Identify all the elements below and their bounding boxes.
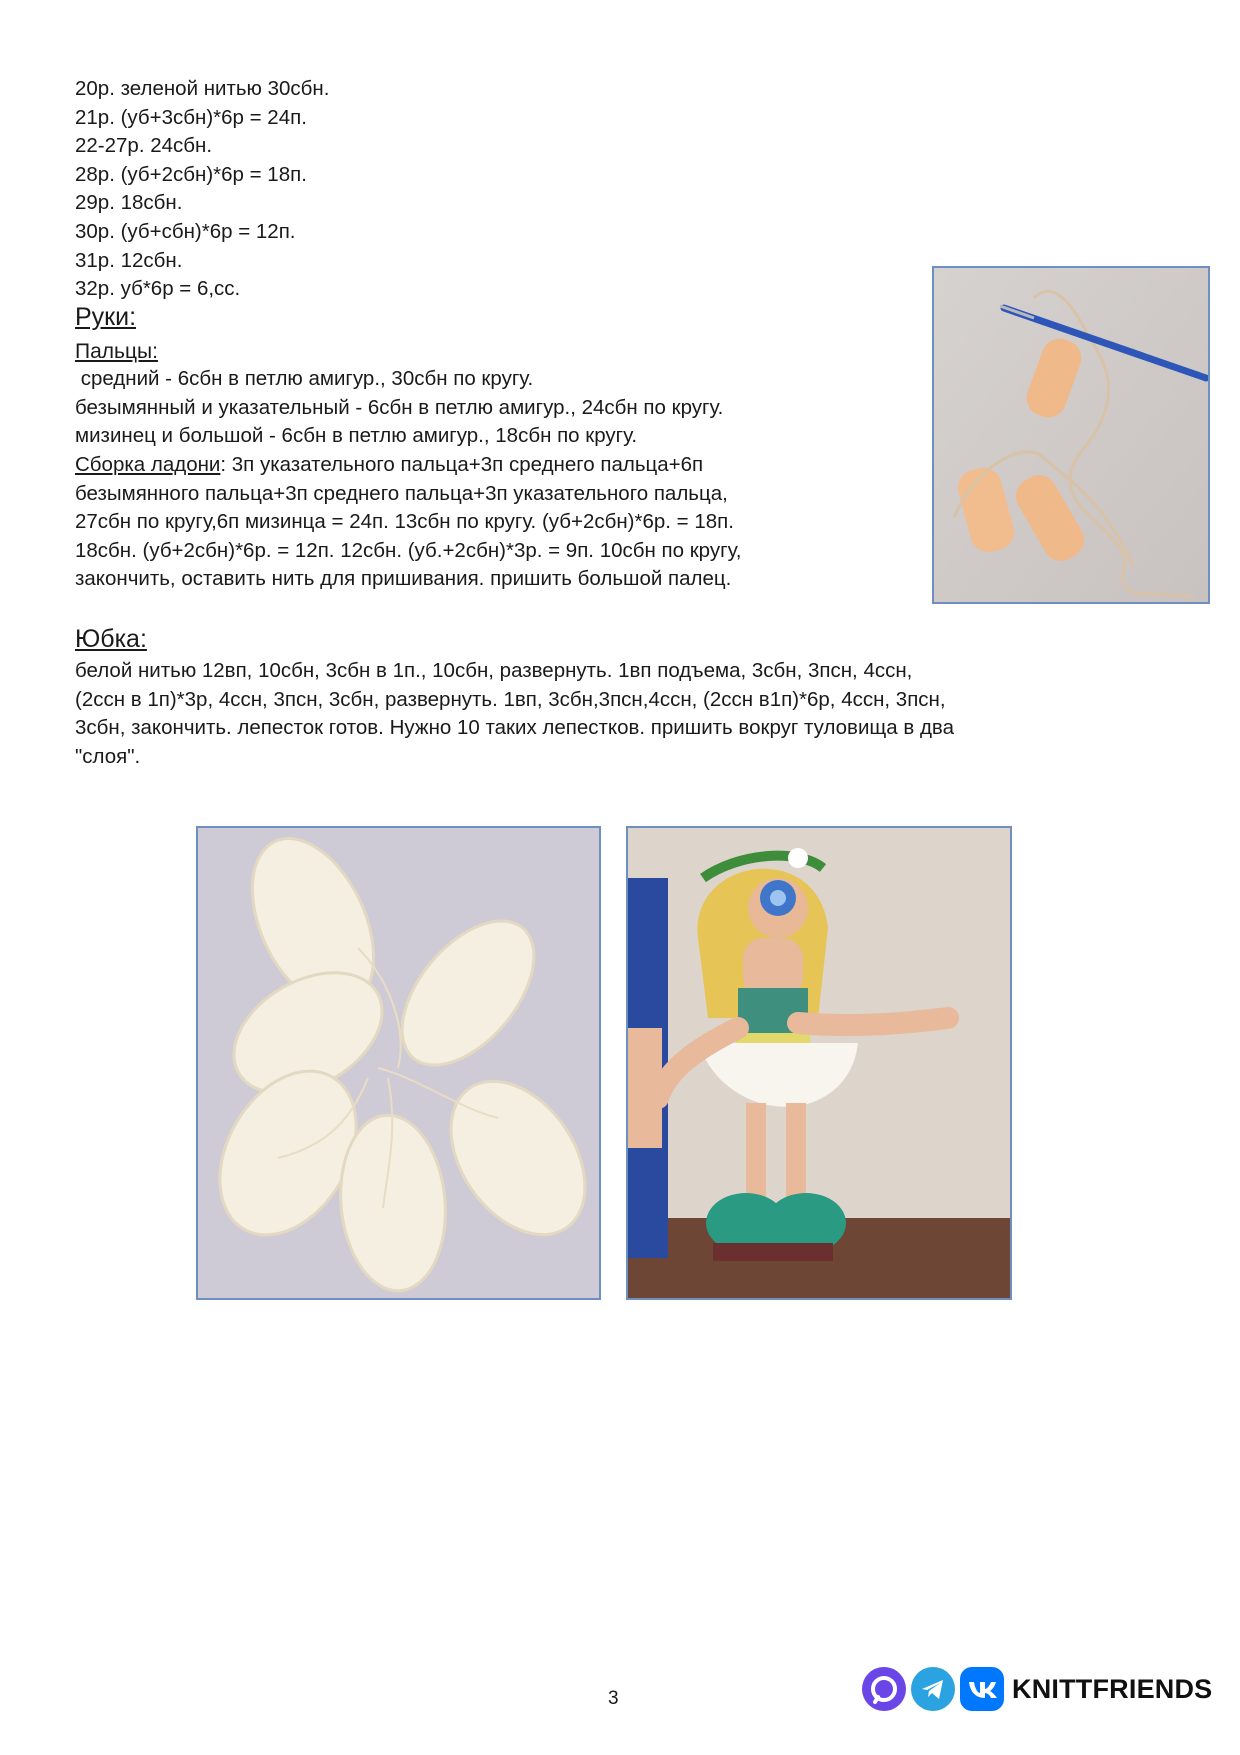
brand-footer	[862, 1665, 1212, 1713]
skirt-line: белой нитью 12вп, 10сбн, 3сбн в 1п., 10сбн, развернуть. 1вп подъема, 3сбн, 3псн, 4ссн,	[75, 659, 913, 682]
row-line: 22-27р. 24сбн.	[75, 134, 213, 158]
max-messenger-icon[interactable]	[862, 1667, 906, 1711]
telegram-icon[interactable]	[911, 1667, 955, 1711]
finger-line: мизинец и большой - 6сбн в петлю амигур., 18сбн по кругу.	[75, 424, 638, 448]
crochet-fingers-photo	[932, 266, 1210, 604]
skirt-line: "слоя".	[75, 744, 141, 768]
fingers-heading: Пальцы:	[75, 340, 158, 363]
finger-line: средний - 6сбн в петлю амигур., 30сбн по кругу.	[75, 367, 534, 390]
row-line: 29р. 18сбн.	[75, 191, 183, 215]
assembly-line: 27сбн по кругу,6п мизинца = 24п. 13сбн по кругу. (уб+2сбн)*6р. = 18п.	[75, 510, 734, 534]
skirt-instructions	[75, 657, 1175, 771]
assembly-line: 18сбн. (уб+2сбн)*6р. = 12п. 12сбн. (уб.+2сбн)*3р. = 9п. 10сбн по кругу,	[75, 538, 742, 562]
finger-line: безымянный и указательный - 6сбн в петлю амигур., 24сбн по кругу.	[75, 395, 724, 419]
row-line: 32р. уб*6р = 6,сс.	[75, 277, 241, 301]
assembly-line: закончить, оставить нить для пришивания. пришить большой палец.	[75, 567, 732, 591]
skirt-line: 3сбн, закончить. лепесток готов. Нужно 10 таких лепестков. пришить вокруг туловища в два	[75, 716, 954, 740]
row-line: 31р. 12сбн.	[75, 248, 183, 272]
pattern-rows	[75, 75, 835, 304]
palm-assembly	[75, 451, 935, 594]
assembly-line: безымянного пальца+3п среднего пальца+3п указательного пальца,	[75, 481, 728, 505]
assembly-first-text: : 3п указательного пальца+3п среднего пальца+6п	[220, 453, 704, 476]
skirt-heading: Юбка:	[75, 625, 147, 653]
finished-doll-photo	[626, 826, 1012, 1300]
assembly-label: Сборка ладони	[75, 453, 221, 476]
brand-name[interactable]: KNITTFRIENDS	[1012, 1673, 1213, 1704]
arms-heading: Руки:	[75, 303, 137, 331]
skirt-line: (2ссн в 1п)*3р, 4ссн, 3псн, 3сбн, развернуть. 1вп, 3сбн,3псн,4ссн, (2ссн в1п)*6р, 4ссн, 3псн,	[75, 687, 946, 711]
fingers-instructions	[75, 365, 935, 451]
vk-icon[interactable]	[960, 1667, 1004, 1711]
crochet-petals-photo	[196, 826, 601, 1300]
assembly-first-line	[75, 451, 935, 480]
row-line: 28р. (уб+2сбн)*6р = 18п.	[75, 162, 307, 186]
page-number: 3	[608, 1688, 619, 1709]
row-line: 21р. (уб+3сбн)*6р = 24п.	[75, 105, 307, 129]
row-line: 20р. зеленой нитью 30сбн.	[75, 77, 330, 100]
row-line: 30р. (уб+сбн)*6р = 12п.	[75, 219, 296, 243]
